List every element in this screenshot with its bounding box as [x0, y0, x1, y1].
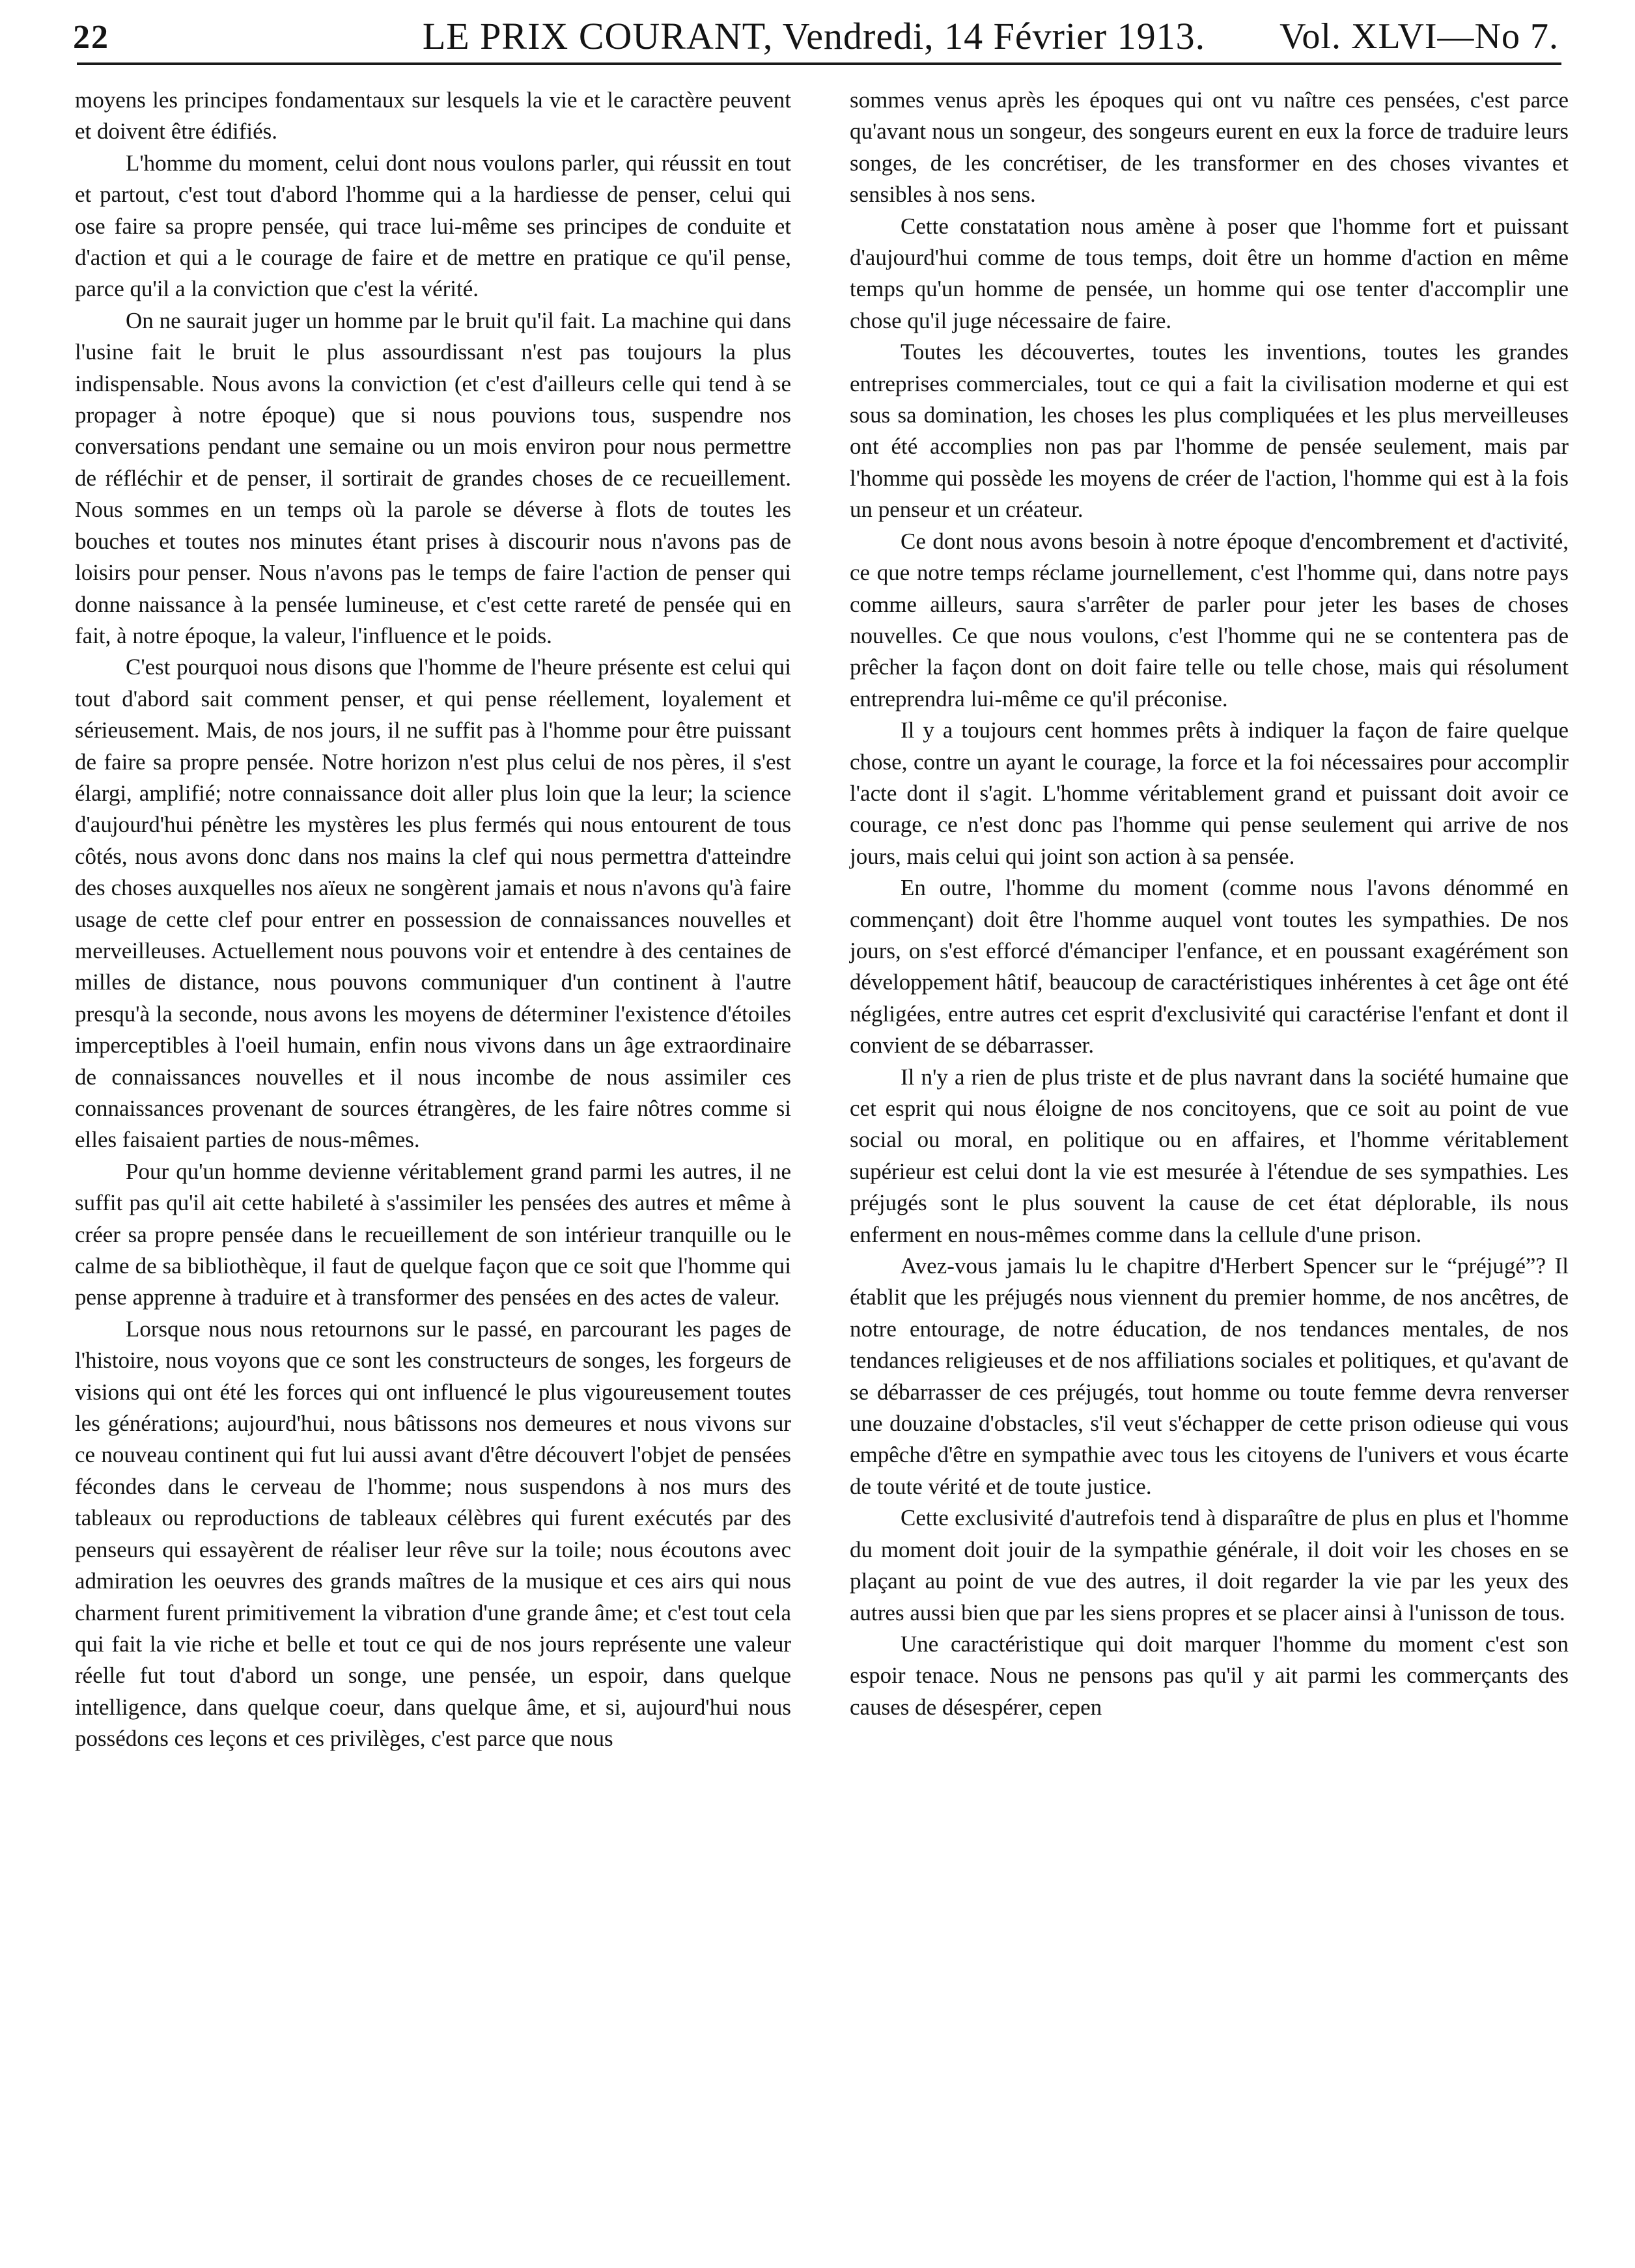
right-column — [850, 85, 1569, 1723]
paragraph: Ce dont nous avons besoin à notre époque d'encombrement et d'activité, ce que notre temps réclame journellement, c'est l'homme qui, dans notre pays comme ailleurs, saura s'arrêter de parler pour jeter les bases de choses nouvelles. Ce que nous voulons, c'est l'homme qui ne se contentera pas de prêcher la façon dont on doit faire telle ou telle chose, mais qui résolument entreprendra lui-même ce qu'il préconise. — [850, 528, 1569, 712]
paragraph: Une caractéristique qui doit marquer l'homme du moment c'est son espoir tenace. Nous ne pensons pas qu'il y ait parmi les commerçants des causes de désespérer, cepen — [850, 1631, 1569, 1720]
paragraph: C'est pourquoi nous disons que l'homme de l'heure présente est celui qui tout d'abord sait comment penser, et qui pense réellement, loyalement et sérieusement. Mais, de nos jours, il ne suffit pas à l'homme pour être puissant de faire sa propre pensée. Notre horizon n'est plus celui de nos pères, il s'est élargi, amplifié; notre connaissance doit aller plus loin que la leur; la science d'aujourd'hui pénètre les mystères les plus fermés qui nous entourent de tous côtés, nous avons donc dans nos mains la clef qui nous permettra d'atteindre des choses auxquelles nos aïeux ne songèrent jamais et nous n'avons qu'à faire usage de cette clef pour entrer en possession de connaissances nouvelles et merveilleuses. Actuellement nous pouvons voir et entendre à des centaines de milles de distance, nous pouvons communiquer d'un continent à l'autre presqu'à la seconde, nous avons les moyens de déterminer l'existence d'étoiles imperceptibles à l'oeil humain, enfin nous vivons dans un âge extraordinaire de connaissances nouvelles et il nous incombe de nous assimiler ces connaissances provenant de sources étrangères, de les faire nôtres comme si elles faisaient parties de nous-mêmes. — [75, 654, 791, 1153]
paragraph: Cette exclusivité d'autrefois tend à disparaître de plus en plus et l'homme du moment doit jouir de la sympathie générale, il doit voir les choses en se plaçant au point de vue des autres, il doit regarder la vie par les yeux des autres aussi bien que par les siens propres et se placer ainsi à l'unisson de tous. — [850, 1505, 1569, 1625]
page-number: 22 — [73, 19, 109, 56]
paragraph: En outre, l'homme du moment (comme nous l'avons dénommé en commençant) doit être l'homme auquel vont toutes les sympathies. De nos jours, on s'est efforcé d'émanciper l'enfance, et en poussant exagérément son développement hâtif, beaucoup de caractéristiques inhérentes à cet âge ont été négligées, entre autres cet esprit d'exclusivité qui caractérise l'enfant et dont il convient de se débarrasser. — [850, 875, 1569, 1058]
left-column — [75, 85, 791, 1755]
paragraph: On ne saurait juger un homme par le bruit qu'il fait. La machine qui dans l'usine fait le bruit le plus assourdissant n'est pas toujours la plus indispensable. Nous avons la conviction (et c'est d'ailleurs celle qui tend à se propager à notre époque) que si nous pouvions tous, suspendre nos conversations pendant une semaine ou un mois environ pour nous permettre de réfléchir et de penser, il sortirait de grandes choses de ce recueillement. Nous sommes en un temps où la parole se déverse à flots de toutes les bouches et toutes nos minutes étant prises à discourir nous n'avons pas de loisirs pour penser. Nous n'avons pas le temps de faire l'action de penser qui donne naissance à la pensée lumineuse, et c'est cette rareté de pensée qui en fait, à notre époque, la valeur, l'influence et le poids. — [75, 307, 791, 648]
page-header — [65, 12, 1563, 70]
volume-number: Vol. XLVI—No 7. — [1279, 16, 1559, 57]
paragraph: Cette constatation nous amène à poser que l'homme fort et puissant d'aujourd'hui comme de tous temps, doit être un homme d'action en même temps qu'un homme de pensée, un homme qui ose tenter d'accomplir une chose qu'il juge nécessaire de faire. — [850, 213, 1569, 333]
header-rule — [77, 62, 1561, 65]
newspaper-title: LE PRIX COURANT, Vendredi, 14 Février 1913. — [422, 15, 1206, 57]
paragraph: Toutes les découvertes, toutes les inventions, toutes les grandes entreprises commerciales, tout ce qui a fait la civilisation moderne et qui est sous sa domination, les choses les plus compliquées et les plus merveilleuses ont été accomplies non pas par l'homme de pensée seulement, mais par l'homme qui possède les moyens de créer de l'action, l'homme qui est à la fois un penseur et un créateur. — [850, 339, 1569, 523]
paragraph: Pour qu'un homme devienne véritablement grand parmi les autres, il ne suffit pas qu'il ait cette habileté à s'assimiler les pensées des autres et même à créer sa propre pensée dans le recueillement de son intérieur tranquille ou le calme de sa bibliothèque, il faut de quelque façon que ce soit que l'homme qui pense apprenne à traduire et à transformer des pensées en des actes de valeur. — [75, 1158, 791, 1310]
paragraph: L'homme du moment, celui dont nous voulons parler, qui réussit en tout et partout, c'est tout d'abord l'homme qui a la hardiesse de penser, celui qui ose faire sa propre pensée, qui trace lui-même ses principes de conduite et d'action et qui a le courage de faire et de mettre en pratique ce qu'il pense, parce qu'il a la conviction que c'est la vérité. — [75, 150, 791, 302]
paragraph: Avez-vous jamais lu le chapitre d'Herbert Spencer sur le “préjugé”? Il établit que les préjugés nous viennent du premier homme, de nos ancêtres, de notre entourage, de notre éducation, de nos tendances mentales, de nos tendances religieuses et de nos affiliations sociales et politiques, et qu'avant de se débarrasser de ces préjugés, tout homme ou toute femme devra renverser une douzaine d'obstacles, s'il veut s'échapper de cette prison odieuse qui vous empêche d'être en sympathie avec tous les citoyens de l'univers et vous écarte de toute vérité et de toute justice. — [850, 1253, 1569, 1499]
paragraph: moyens les principes fondamentaux sur lesquels la vie et le caractère peuvent et doivent être édifiés. — [75, 87, 791, 145]
paragraph: Il y a toujours cent hommes prêts à indiquer la façon de faire quelque chose, contre un ayant le courage, la force et la foi nécessaires pour accomplir l'acte dont il s'agit. L'homme véritablement grand et puissant doit avoir ce courage, ce n'est donc pas l'homme qui pense seulement qui arrive de nos jours, mais celui qui joint son action à sa pensée. — [850, 717, 1569, 869]
paragraph: sommes venus après les époques qui ont vu naître ces pensées, c'est parce qu'avant nous un songeur, des songeurs eurent en eux la force de traduire leurs songes, de les concrétiser, de les transformer en des choses vivantes et sensibles à nos sens. — [850, 87, 1569, 208]
paragraph: Lorsque nous nous retournons sur le passé, en parcourant les pages de l'histoire, nous voyons que ce sont les constructeurs de songes, les forgeurs de visions qui ont été les forces qui ont influencé le plus vigoureusement toutes les générations; aujourd'hui, nous bâtissons nos demeures et nous vivons sur ce nouveau continent qui fut lui aussi avant d'être découvert l'objet de pensées fécondes dans le cerveau de l'homme; nous suspendons à nos murs des tableaux ou reproductions de tableaux célèbres qui furent exécutés par des penseurs qui essayèrent de réaliser leur rêve sur la toile; nous écoutons avec admiration les oeuvres des grands maîtres de la musique et ces airs qui nous charment furent primitivement la vibration d'une grande âme; et c'est tout cela qui fait la vie riche et belle et tout ce qui de nos jours représente une valeur réelle fut tout d'abord un songe, une pensée, un espoir, dans quelque intelligence, dans quelque coeur, dans quelque âme, et si, aujourd'hui nous possédons ces leçons et ces privilèges, c'est parce que nous — [75, 1316, 791, 1752]
paragraph: Il n'y a rien de plus triste et de plus navrant dans la société humaine que cet esprit qui nous éloigne de nos concitoyens, que ce soit au point de vue social ou moral, en politique ou en affaires, et l'homme véritablement supérieur est celui dont la vie est mesurée à l'étendue de ses sympathies. Les préjugés sont le plus souvent la cause de cet état déplorable, ils nous enferment en nous-mêmes comme dans la cellule d'une prison. — [850, 1064, 1569, 1247]
